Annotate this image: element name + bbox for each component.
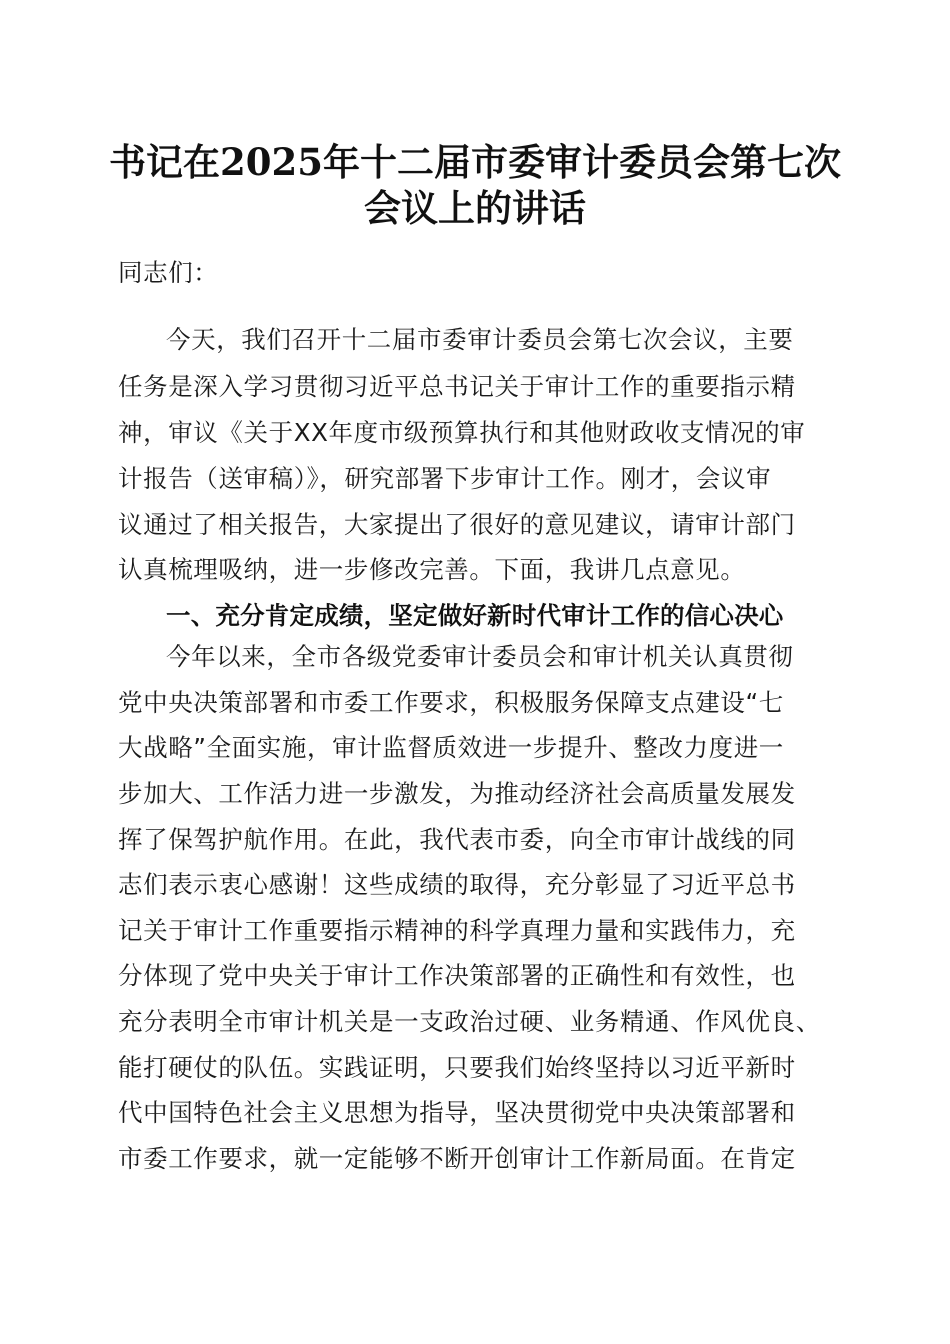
para2-line: 充分表明全市审计机关是一支政治过硬、业务精通、作风优良、 xyxy=(118,1007,821,1036)
para2-line: 能打硬仗的队伍。实践证明，只要我们始终坚持以习近平新时 xyxy=(118,1053,796,1082)
para1-line: 认真梳理吸纳，进一步修改完善。下面，我讲几点意见。 xyxy=(118,555,746,584)
section-heading: 一、充分肯定成绩，坚定做好新时代审计工作的信心决心 xyxy=(166,601,784,630)
para1-line: 神，审议《关于XX年度市级预算执行和其他财政收支情况的审 xyxy=(118,418,806,447)
para2-line: 今年以来，全市各级党委审计委员会和审计机关认真贯彻 xyxy=(166,642,794,671)
para2-line: 代中国特色社会主义思想为指导，坚决贯彻党中央决策部署和 xyxy=(118,1098,796,1127)
para2-line: 大战略”全面实施，审计监督质效进一步提升、整改力度进一 xyxy=(118,733,784,762)
para1-line: 任务是深入学习贯彻习近平总书记关于审计工作的重要指示精 xyxy=(118,372,796,401)
document-title-line-2: 会议上的讲话 xyxy=(364,186,586,230)
para2-line: 步加大、工作活力进一步激发，为推动经济社会高质量发展发 xyxy=(118,779,796,808)
document-title-line-1: 书记在2025年十二届市委审计委员会第七次 xyxy=(109,140,841,184)
para2-line: 挥了保驾护航作用。在此，我代表市委，向全市审计战线的同 xyxy=(118,825,796,854)
para1-line: 计报告（送审稿）》，研究部署下步审计工作。刚才，会议审 xyxy=(118,464,772,493)
para1-line: 今天，我们召开十二届市委审计委员会第七次会议，主要 xyxy=(166,325,794,354)
para2-line: 市委工作要求，就一定能够不断开创审计工作新局面。在肯定 xyxy=(118,1144,796,1173)
para2-line: 党中央决策部署和市委工作要求，积极服务保障支点建设“七 xyxy=(118,688,784,717)
salutation: 同志们： xyxy=(118,258,219,287)
para1-line: 议通过了相关报告，大家提出了很好的意见建议，请审计部门 xyxy=(118,510,796,539)
para2-line: 分体现了党中央关于审计工作决策部署的正确性和有效性，也 xyxy=(118,961,796,990)
para2-line: 志们表示衷心感谢！这些成绩的取得，充分彰显了习近平总书 xyxy=(118,870,796,899)
para2-line: 记关于审计工作重要指示精神的科学真理力量和实践伟力，充 xyxy=(118,916,796,945)
